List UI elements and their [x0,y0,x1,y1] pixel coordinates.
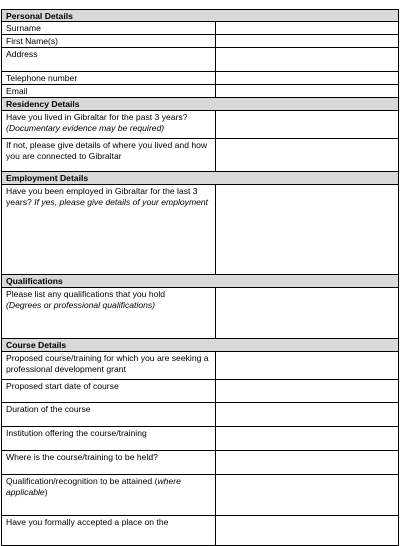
question-text: Have you lived in Gibraltar for the past 3 years? [6,112,188,122]
row-first-names [1,35,399,48]
row-institution [1,427,399,451]
qualification-attained-field[interactable] [216,475,398,515]
row-location [1,451,399,475]
question-start-date: Proposed start date of course [2,380,216,402]
email-field[interactable] [216,85,398,97]
row-telephone [1,72,399,85]
label-surname: Surname [2,22,216,34]
location-field[interactable] [216,451,398,474]
section-title: Employment Details [6,173,89,183]
institution-field[interactable] [216,427,398,450]
address-field[interactable] [216,48,398,71]
label-email: Email [2,85,216,97]
question-text: Qualification/recognition to be attained ( [6,476,158,486]
section-header-qualifications [1,275,399,288]
section-header-employment-details [1,172,399,185]
label-address: Address [2,48,216,71]
section-title: Residency Details [6,99,80,109]
question-note: If yes, please give details of your employment [34,196,209,207]
question-proposed-course: Proposed course/training for which you are seeking a professional development grant [2,352,216,379]
section-header-personal-details [1,9,399,22]
row-start-date [1,380,399,403]
row-duration [1,403,399,427]
row-address [1,48,399,72]
section-header-residency-details [1,98,399,111]
question-note: where applicable [6,476,181,497]
row-qualifications [1,288,399,339]
employment-field[interactable] [216,185,398,274]
residency-details-field[interactable] [216,139,398,171]
question-residency-details: If not, please give details of where you lived and how you are connected to Gibraltar [2,139,216,171]
qualifications-field[interactable] [216,288,398,338]
row-residency-details [1,139,399,172]
row-surname [1,22,399,35]
surname-field[interactable] [216,22,398,34]
question-text-end: ) [44,486,48,497]
question-accepted-place: Have you formally accepted a place on the [2,516,216,545]
section-title: Personal Details [6,11,73,21]
first-names-field[interactable] [216,35,398,47]
section-title: Qualifications [6,276,63,286]
row-accepted-place [1,516,399,546]
label-first-names: First Name(s) [2,35,216,47]
question-employment [2,185,216,274]
section-title: Course Details [6,340,67,350]
row-proposed-course [1,352,399,380]
row-email [1,85,399,98]
telephone-field[interactable] [216,72,398,84]
row-employment [1,185,399,275]
section-header-course-details [1,339,399,352]
label-telephone: Telephone number [2,72,216,84]
accepted-place-field[interactable] [216,516,398,545]
question-qualification-attained [2,475,216,515]
duration-field[interactable] [216,403,398,426]
question-institution: Institution offering the course/training [2,427,216,450]
proposed-course-field[interactable] [216,352,398,379]
row-lived-in-gibraltar [1,111,399,139]
start-date-field[interactable] [216,380,398,402]
question-qualifications [2,288,216,338]
question-text: Please list any qualifications that you hold [6,289,166,299]
question-duration: Duration of the course [2,403,216,426]
row-qualification-attained [1,475,399,516]
question-text: Have you been employed in Gibraltar for the last 3 years? [6,186,198,207]
lived-in-gibraltar-field[interactable] [216,111,398,138]
application-form [1,9,399,546]
question-note: (Documentary evidence may be required) [6,122,165,133]
question-note: (Degrees or professional qualifications) [6,299,156,310]
question-lived-in-gibraltar [2,111,216,138]
question-location: Where is the course/training to be held? [2,451,216,474]
